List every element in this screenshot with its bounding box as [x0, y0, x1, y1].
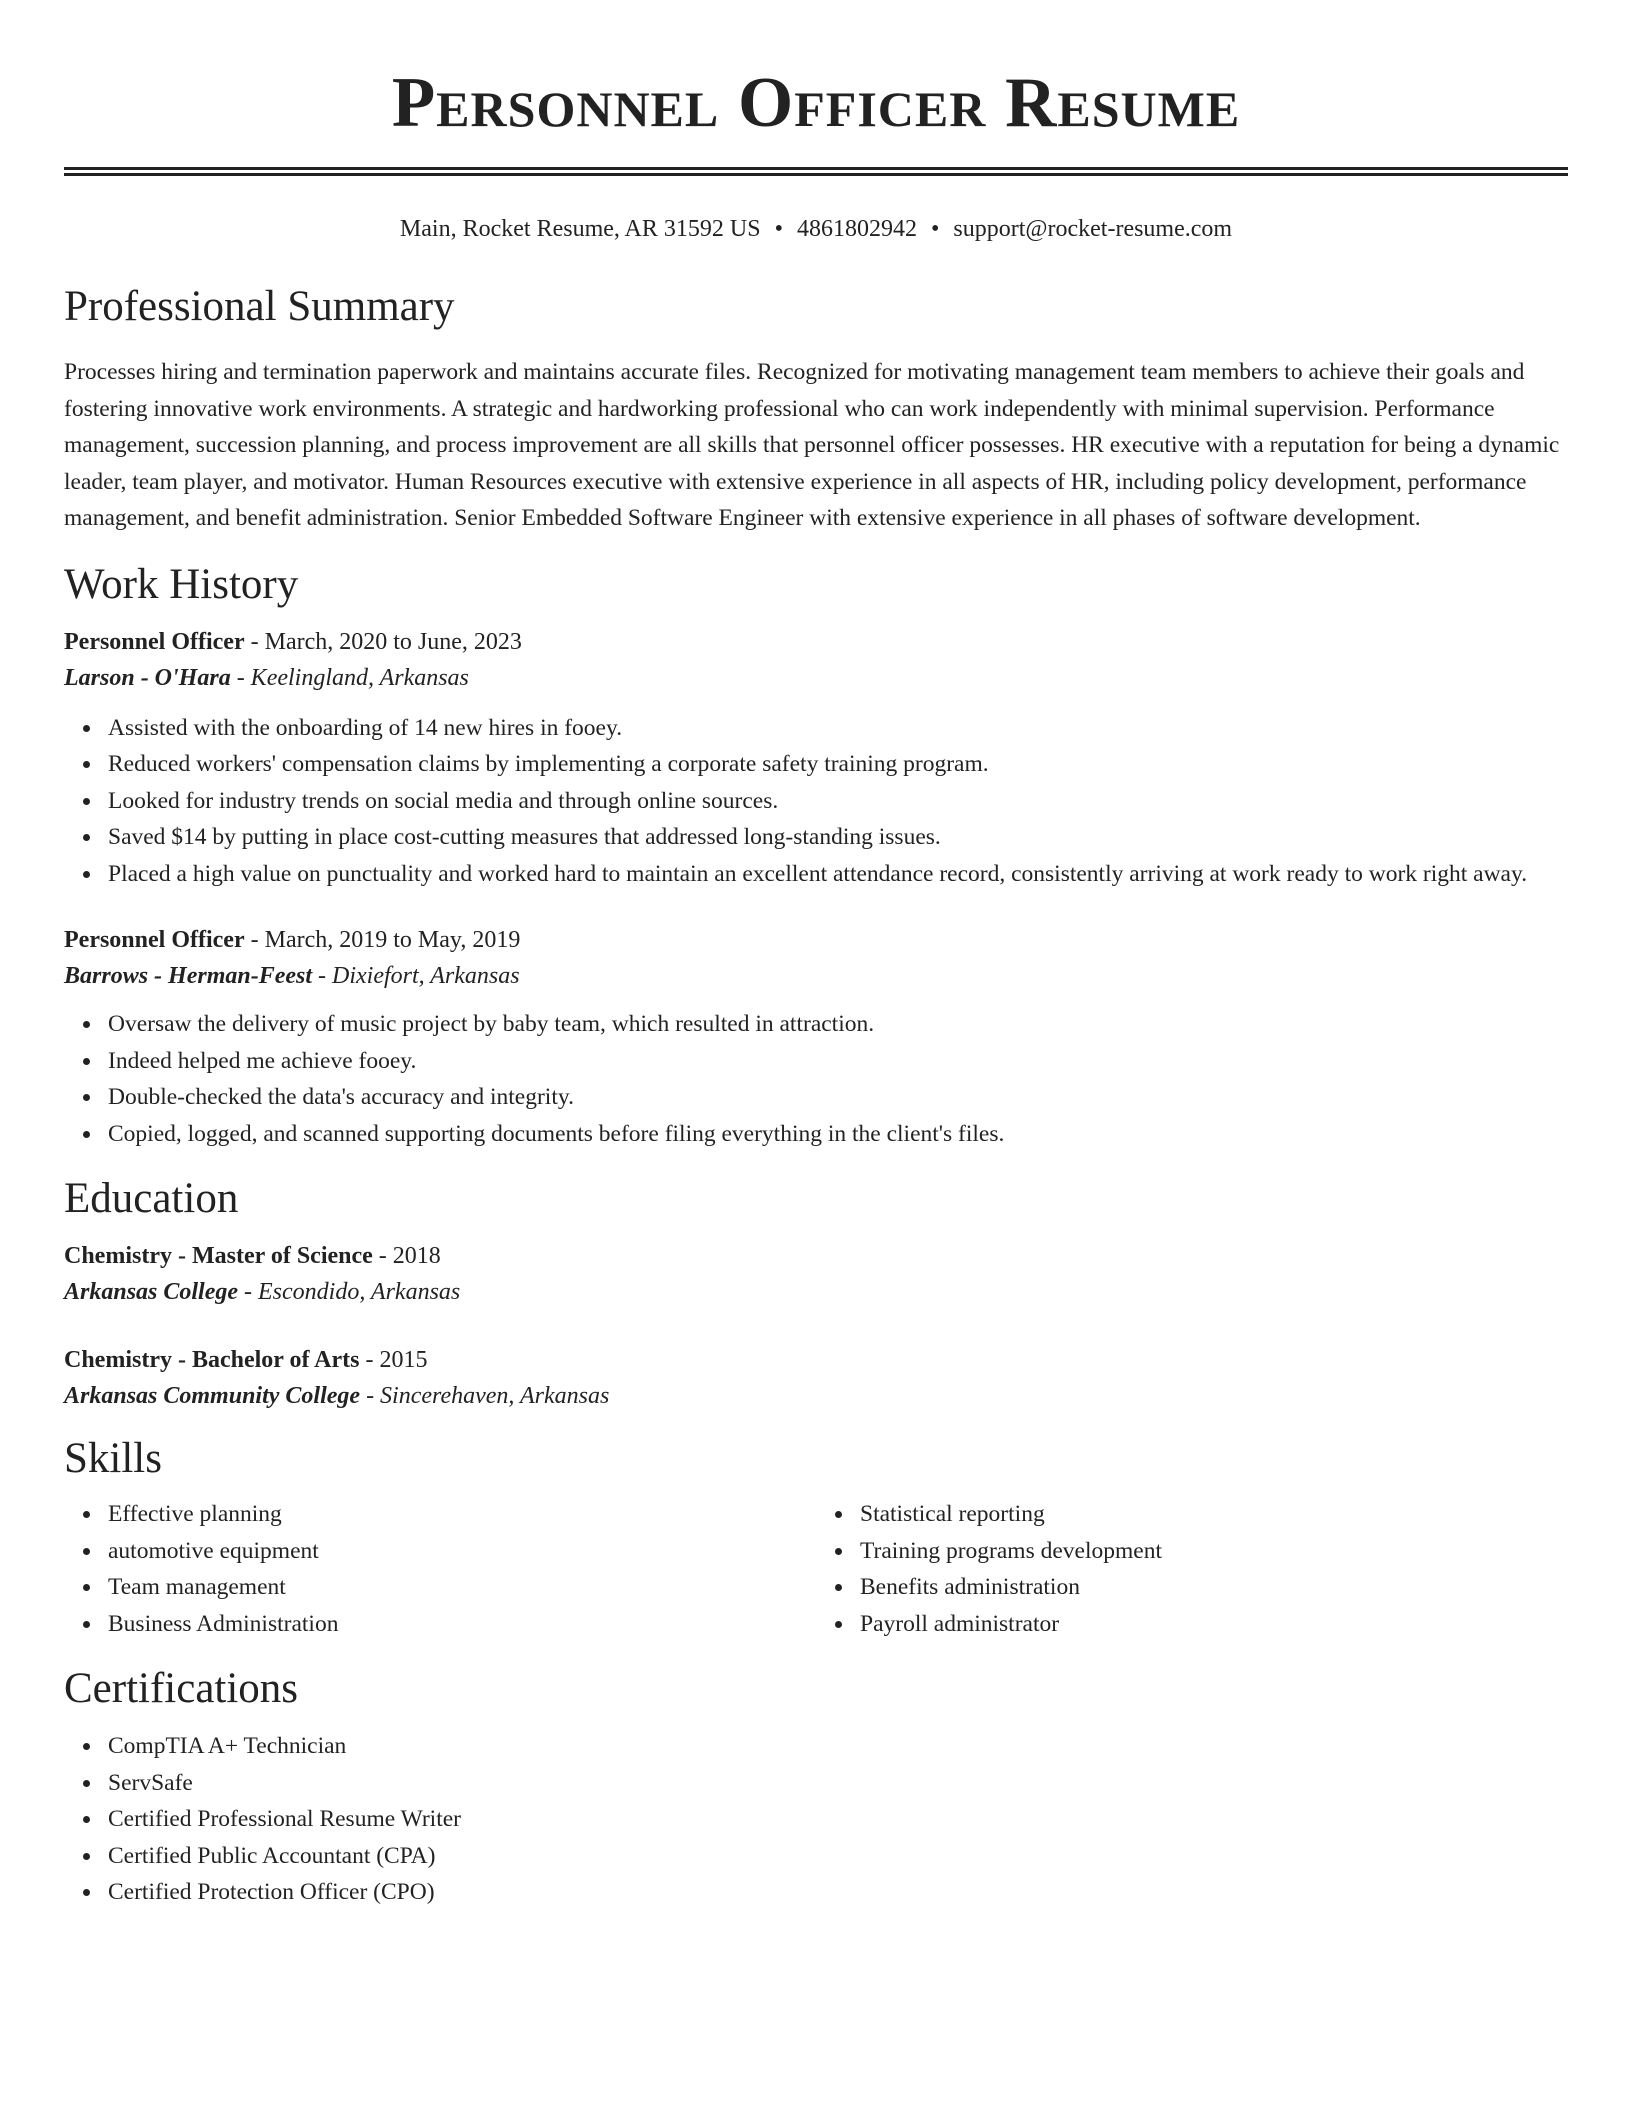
list-item: Statistical reporting — [860, 1496, 1568, 1533]
title-divider — [64, 167, 1568, 176]
education-entry — [64, 1344, 1568, 1412]
education-heading: Education — [64, 1175, 239, 1222]
job-location: - Dixiefort, Arkansas — [312, 963, 520, 989]
bullet-separator: • — [930, 216, 940, 242]
work-history-section — [64, 560, 1568, 1153]
list-item: Double-checked the data's accuracy and integrity. — [108, 1079, 1568, 1116]
degree-year: - 2018 — [372, 1243, 441, 1269]
skills-list-right — [816, 1496, 1568, 1642]
school-name: Arkansas Community College — [64, 1383, 361, 1409]
list-item: Certified Public Accountant (CPA) — [108, 1838, 1568, 1875]
degree-name: Chemistry - Bachelor of Arts — [64, 1347, 360, 1373]
job-bullets — [64, 710, 1568, 893]
school-line — [64, 1276, 1568, 1308]
list-item: Reduced workers' compensation claims by implementing a corporate safety training program. — [108, 746, 1568, 783]
job-title: Personnel Officer — [64, 927, 245, 953]
job-employer — [64, 662, 1568, 694]
certifications-heading: Certifications — [64, 1665, 299, 1712]
list-item: ServSafe — [108, 1765, 1568, 1802]
resume-title: Personnel Officer Resume — [391, 64, 1241, 142]
job-company: Larson - O'Hara — [64, 664, 231, 691]
list-item: Training programs development — [860, 1533, 1568, 1570]
summary-section — [64, 282, 1568, 537]
school-name: Arkansas College — [64, 1279, 239, 1305]
list-item: Indeed helped me achieve fooey. — [108, 1043, 1568, 1080]
list-item: Certified Professional Resume Writer — [108, 1801, 1568, 1838]
list-item: Effective planning — [108, 1496, 816, 1533]
job-employer — [64, 960, 1568, 992]
degree-heading — [64, 1240, 1568, 1272]
summary-heading: Professional Summary — [64, 283, 455, 330]
skills-heading: Skills — [64, 1435, 162, 1482]
certifications-list — [64, 1728, 1568, 1911]
contact-phone: 4861802942 — [796, 216, 917, 242]
work-history-heading: Work History — [64, 560, 299, 608]
list-item: Placed a high value on punctuality and worked hard to maintain an excellent attendance record, consistently arriving at work ready to work right away. — [108, 856, 1568, 893]
skills-list-left — [64, 1496, 816, 1642]
job-dates: - March, 2020 to June, 2023 — [244, 628, 522, 655]
list-item: automotive equipment — [108, 1533, 816, 1570]
certifications-section — [64, 1664, 1568, 1911]
list-item: Assisted with the onboarding of 14 new hires in fooey. — [108, 710, 1568, 747]
job-title: Personnel Officer — [64, 628, 245, 655]
list-item: Business Administration — [108, 1606, 816, 1643]
job-location: - Keelingland, Arkansas — [230, 664, 469, 691]
list-item: Copied, logged, and scanned supporting documents before filing everything in the client's files. — [108, 1116, 1568, 1153]
contact-email: support@rocket-resume.com — [953, 216, 1233, 242]
job-heading — [64, 924, 1568, 956]
list-item: Looked for industry trends on social media and through online sources. — [108, 783, 1568, 820]
degree-year: - 2015 — [359, 1347, 428, 1373]
job-bullets — [64, 1006, 1568, 1152]
contact-address: Main, Rocket Resume, AR 31592 US — [399, 216, 761, 242]
degree-heading — [64, 1344, 1568, 1376]
list-item: Saved $14 by putting in place cost-cutting measures that addressed long-standing issues. — [108, 819, 1568, 856]
job-heading — [64, 626, 1568, 658]
list-item: CompTIA A+ Technician — [108, 1728, 1568, 1765]
school-location: - Escondido, Arkansas — [238, 1279, 461, 1305]
job-entry — [64, 626, 1568, 893]
job-entry — [64, 924, 1568, 1152]
degree-name: Chemistry - Master of Science — [64, 1243, 373, 1269]
summary-text: Processes hiring and termination paperwork and maintains accurate files. Recognized for motivating management team members to achieve their goals and fostering innovative work environments. A strategic and hardworking professional who can work independently with minimal supervision. Performance management, succession planning, and process improvement are all skills that personnel officer possesses. HR executive with a reputation for being a dynamic leader, team player, and motivator. Human Resources executive with extensive experience in all aspects of HR, including policy development, performance management, and benefit administration. Senior Embedded Software Engineer with extensive experience in all phases of software development. — [64, 359, 1560, 531]
job-dates: - March, 2019 to May, 2019 — [244, 927, 521, 953]
school-line — [64, 1380, 1568, 1412]
list-item: Certified Protection Officer (CPO) — [108, 1874, 1568, 1911]
bullet-separator: • — [774, 216, 783, 242]
contact-line — [64, 214, 1568, 244]
job-company: Barrows - Herman-Feest — [64, 963, 313, 989]
list-item: Benefits administration — [860, 1569, 1568, 1606]
skills-section — [64, 1434, 1568, 1642]
list-item: Payroll administrator — [860, 1606, 1568, 1643]
list-item: Oversaw the delivery of music project by baby team, which resulted in attraction. — [108, 1006, 1568, 1043]
skills-grid — [64, 1496, 1568, 1642]
list-item: Team management — [108, 1569, 816, 1606]
school-location: - Sincerehaven, Arkansas — [360, 1383, 610, 1409]
education-section — [64, 1174, 1568, 1412]
education-entry — [64, 1240, 1568, 1308]
